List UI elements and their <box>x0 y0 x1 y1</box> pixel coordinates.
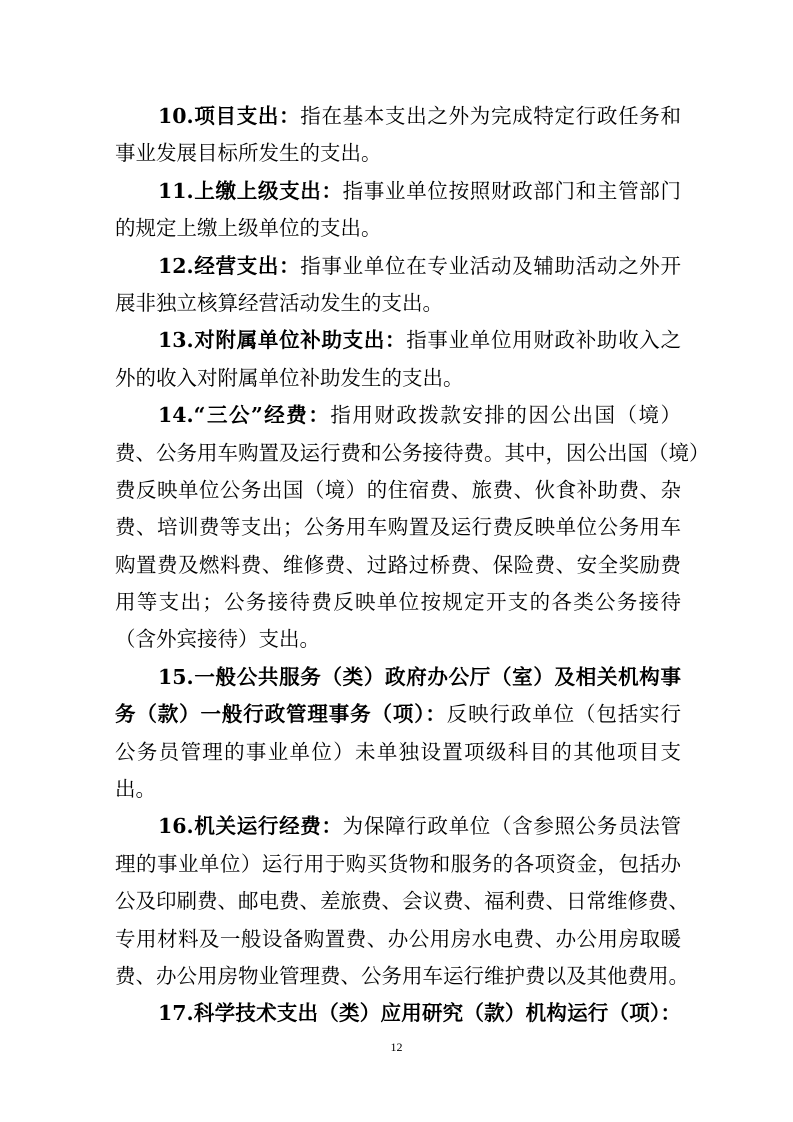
paragraph-13-line-1: 13.对附属单位补助支出：指事业单位用财政补助收入之 <box>158 328 681 353</box>
term-11: 11.上缴上级支出： <box>158 178 343 203</box>
paragraph-16-line-5: 费、办公用房物业管理费、公务用车运行维护费以及其他费用。 <box>115 963 689 988</box>
paragraph-15-line-1: 15.一般公共服务（类）政府办公厅（室）及相关机构事 <box>158 664 681 689</box>
paragraph-14-line-3: 费反映单位公务出国（境）的住宿费、旅费、伙食补助费、杂 <box>115 477 681 502</box>
paragraph-14-line-5: 购置费及燃料费、维修费、过路过桥费、保险费、安全奖励费 <box>115 552 681 577</box>
paragraph-16-line-1: 16.机关运行经费：为保障行政单位（含参照公务员法管 <box>158 814 681 839</box>
term-14: 14.“三公”经费： <box>158 403 331 428</box>
paragraph-14-line-2: 费、公务用车购置及运行费和公务接待费。其中，因公出国（境） <box>115 440 710 465</box>
term-10: 10.项目支出： <box>158 104 301 128</box>
paragraph-11-line-1: 11.上缴上级支出：指事业单位按照财政部门和主管部门 <box>158 178 681 203</box>
document-body <box>115 98 710 1033</box>
paragraph-17-line-1: 17.科学技术支出（类）应用研究（款）机构运行（项）： <box>158 1001 681 1026</box>
paragraph-14-line-4: 费、培训费等支出；公务用车购置及运行费反映单位公务用车 <box>115 515 681 540</box>
page-number: 12 <box>390 1040 403 1054</box>
paragraph-15-line-4: 出。 <box>115 777 156 802</box>
paragraph-15-line-3: 公务员管理的事业单位）未单独设置项级科目的其他项目支 <box>115 739 681 764</box>
paragraph-12-line-1: 12.经营支出：指事业单位在专业活动及辅助活动之外开 <box>158 253 681 278</box>
term-15-continued: 务（款）一般行政管理事务（项）： <box>115 702 447 727</box>
paragraph-14-line-7: （含外宾接待）支出。 <box>115 627 320 652</box>
paragraph-13-line-2: 外的收入对附属单位补助发生的支出。 <box>115 365 464 390</box>
term-13: 13.对附属单位补助支出： <box>158 328 407 353</box>
paragraph-11-line-2: 的规定上缴上级单位的支出。 <box>115 216 382 241</box>
paragraph-14-line-1: 14.“三公”经费：指用财政拨款安排的因公出国（境） <box>158 403 681 428</box>
paragraph-15-line-2: 务（款）一般行政管理事务（项）：反映行政单位（包括实行 <box>115 702 681 727</box>
paragraph-16-line-3: 公及印刷费、邮电费、差旅费、会议费、福利费、日常维修费、 <box>115 889 689 914</box>
term-16: 16.机关运行经费： <box>158 814 343 839</box>
paragraph-10-line-1: 10.项目支出：指在基本支出之外为完成特定行政任务和 <box>158 104 681 128</box>
paragraph-16-line-2: 理的事业单位）运行用于购买货物和服务的各项资金，包括办 <box>115 851 681 876</box>
paragraph-12-line-2: 展非独立核算经营活动发生的支出。 <box>115 290 443 315</box>
term-12: 12.经营支出： <box>158 253 301 278</box>
paragraph-10-line-2: 事业发展目标所发生的支出。 <box>115 141 382 166</box>
paragraph-16-line-4: 专用材料及一般设备购置费、办公用房水电费、办公用房取暖 <box>115 926 681 951</box>
paragraph-14-line-6: 用等支出；公务接待费反映单位按规定开支的各类公务接待 <box>115 590 681 615</box>
